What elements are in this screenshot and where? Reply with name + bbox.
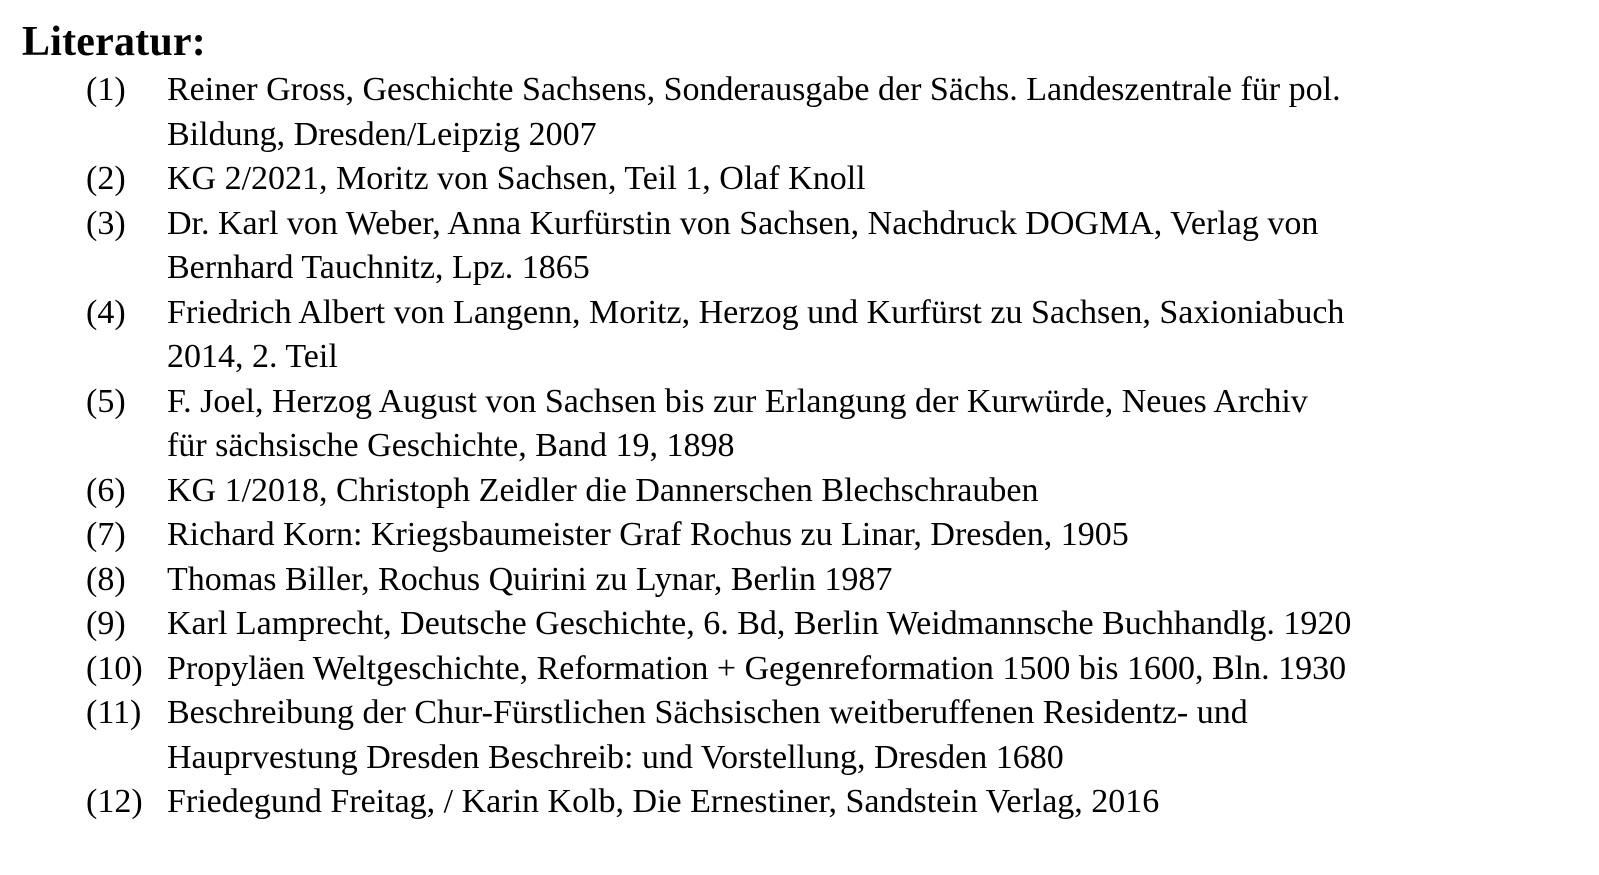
reference-text-line: KG 1/2018, Christoph Zeidler die Dannerschen Blechschrauben <box>167 471 1039 509</box>
reference-text-line: Hauprvestung Dresden Beschreib: und Vorstellung, Dresden 1680 <box>167 738 1064 776</box>
reference-text-line: Karl Lamprecht, Deutsche Geschichte, 6. Bd, Berlin Weidmannsche Buchhandlg. 1920 <box>167 605 1352 642</box>
reference-number: (2) <box>86 160 126 197</box>
reference-text-line: F. Joel, Herzog August von Sachsen bis zur Erlangung der Kurwürde, Neues Archiv <box>167 382 1308 420</box>
reference-number: (6) <box>86 471 126 509</box>
reference-text-line: Friedrich Albert von Langenn, Moritz, Herzog und Kurfürst zu Sachsen, Saxioniabuch <box>167 293 1345 331</box>
reference-text-line: Reiner Gross, Geschichte Sachsens, Sonderausgabe der Sächs. Landeszentrale für pol. <box>167 71 1341 108</box>
reference-number: (7) <box>86 516 126 553</box>
reference-item <box>86 380 1566 469</box>
literature-heading: Literatur: <box>22 19 206 65</box>
reference-item <box>86 691 1566 780</box>
reference-number: (10) <box>86 649 143 687</box>
reference-text-line: Beschreibung der Chur-Fürstlichen Sächsischen weitberuffenen Residentz- und <box>167 694 1248 731</box>
reference-item <box>86 157 1566 202</box>
reference-number: (11) <box>86 694 142 731</box>
reference-text-line: Dr. Karl von Weber, Anna Kurfürstin von Sachsen, Nachdruck DOGMA, Verlag von <box>167 204 1319 242</box>
reference-number: (4) <box>86 293 126 331</box>
reference-text-line: Thomas Biller, Rochus Quirini zu Lynar, Berlin 1987 <box>167 560 893 598</box>
reference-text-line: Bernhard Tauchnitz, Lpz. 1865 <box>167 249 590 286</box>
reference-item <box>86 558 1566 603</box>
reference-item <box>86 647 1566 692</box>
reference-number: (12) <box>86 783 143 820</box>
reference-text-line: Propyläen Weltgeschichte, Reformation + Gegenreformation 1500 bis 1600, Bln. 1930 <box>167 649 1347 687</box>
reference-item <box>86 780 1566 825</box>
reference-item <box>86 202 1566 291</box>
reference-item <box>86 68 1566 157</box>
reference-text-line: für sächsische Geschichte, Band 19, 1898 <box>167 427 735 464</box>
reference-number: (9) <box>86 605 126 642</box>
reference-text-line: Richard Korn: Kriegsbaumeister Graf Rochus zu Linar, Dresden, 1905 <box>167 516 1129 553</box>
reference-number: (5) <box>86 382 126 420</box>
reference-text-line: KG 2/2021, Moritz von Sachsen, Teil 1, Olaf Knoll <box>167 160 866 197</box>
reference-item <box>86 291 1566 380</box>
reference-text-line: 2014, 2. Teil <box>167 338 338 375</box>
reference-number: (1) <box>86 71 126 108</box>
reference-number: (3) <box>86 204 126 242</box>
reference-item <box>86 602 1566 647</box>
reference-text-line: Bildung, Dresden/Leipzig 2007 <box>167 115 597 153</box>
reference-number: (8) <box>86 560 126 598</box>
reference-item <box>86 513 1566 558</box>
reference-item <box>86 469 1566 514</box>
reference-list <box>86 68 1566 825</box>
reference-text-line: Friedegund Freitag, / Karin Kolb, Die Ernestiner, Sandstein Verlag, 2016 <box>167 783 1160 820</box>
